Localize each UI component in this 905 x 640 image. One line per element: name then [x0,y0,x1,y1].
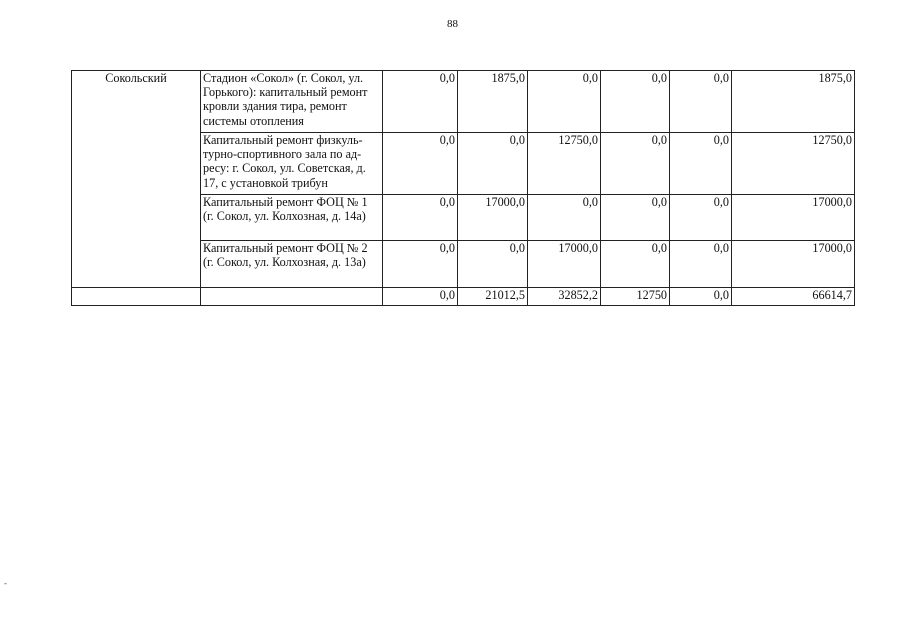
value-cell: 0,0 [601,133,670,195]
budget-table [71,70,855,306]
total-value-cell: 21012,5 [458,288,528,306]
value-cell: 0,0 [383,133,458,195]
value-cell: 0,0 [383,71,458,133]
row-total-cell: 17000,0 [732,241,855,288]
value-cell: 17000,0 [458,195,528,241]
value-cell: 17000,0 [528,241,601,288]
value-cell: 1875,0 [458,71,528,133]
value-cell: 0,0 [458,133,528,195]
value-cell: 0,0 [528,195,601,241]
value-cell: 0,0 [601,195,670,241]
total-label-cell [72,288,201,306]
value-cell: 12750,0 [528,133,601,195]
total-value-cell: 0,0 [383,288,458,306]
row-total-cell: 12750,0 [732,133,855,195]
scan-mark: - [4,578,7,588]
row-total-cell: 1875,0 [732,71,855,133]
total-value-cell: 32852,2 [528,288,601,306]
value-cell: 0,0 [601,71,670,133]
description-cell: Капитальный ремонт ФОЦ № 2 (г. Сокол, ул. Колхозная, д. 13а) [201,241,383,288]
description-cell: Капитальный ремонт физкуль-турно-спортивного зала по ад-ресу: г. Сокол, ул. Советская, д. 17, с установкой трибун [201,133,383,195]
row-total-cell: 17000,0 [732,195,855,241]
district-cell: Сокольский [72,71,201,288]
value-cell: 0,0 [458,241,528,288]
page-number: 88 [447,18,458,30]
value-cell: 0,0 [670,71,732,133]
total-row [72,288,855,306]
value-cell: 0,0 [670,133,732,195]
value-cell: 0,0 [670,195,732,241]
value-cell: 0,0 [383,241,458,288]
total-label-cell [201,288,383,306]
value-cell: 0,0 [601,241,670,288]
value-cell: 0,0 [383,195,458,241]
value-cell: 0,0 [670,241,732,288]
total-value-cell: 0,0 [670,288,732,306]
total-value-cell: 12750 [601,288,670,306]
description-cell: Капитальный ремонт ФОЦ № 1 (г. Сокол, ул. Колхозная, д. 14а) [201,195,383,241]
description-cell: Стадион «Сокол» (г. Сокол, ул. Горького): капитальный ремонт кровли здания тира, ремонт системы отопления [201,71,383,133]
value-cell: 0,0 [528,71,601,133]
grand-total-cell: 66614,7 [732,288,855,306]
table-row [72,71,855,133]
